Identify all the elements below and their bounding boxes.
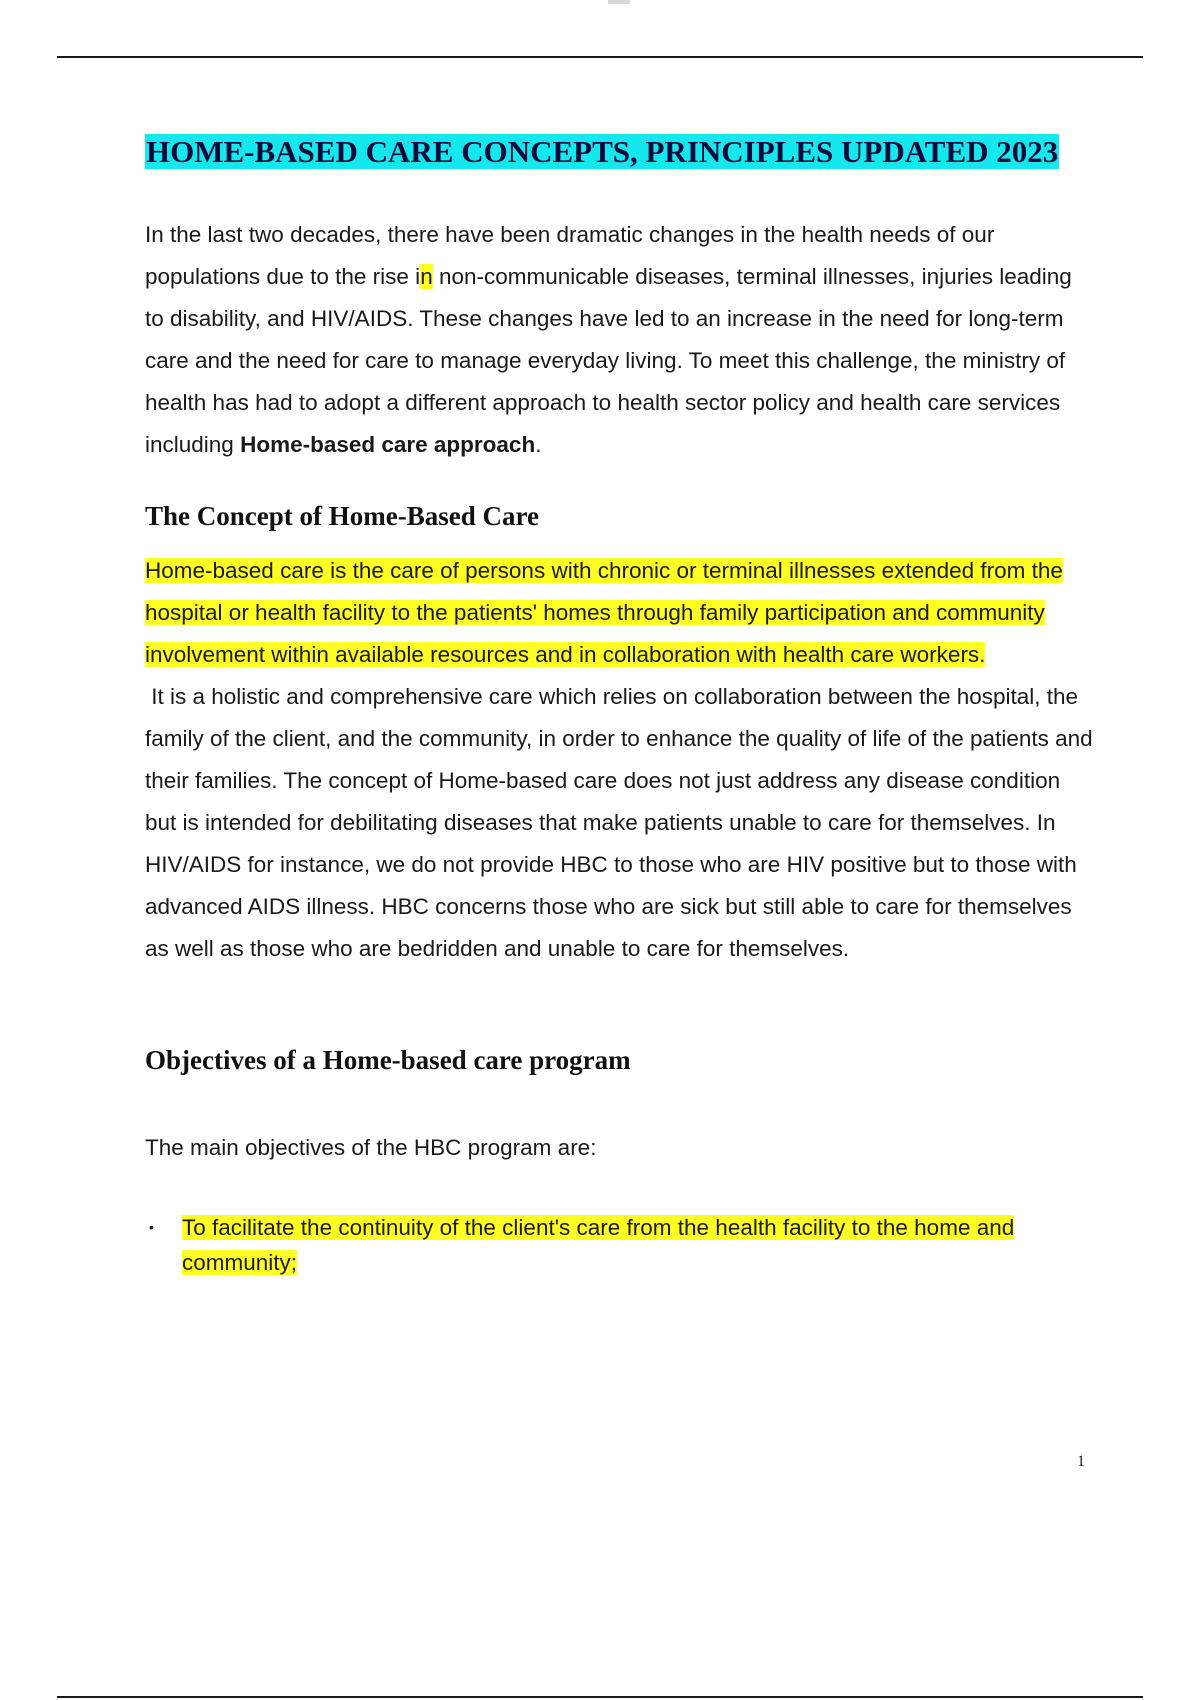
document-body: [145, 130, 1099, 1280]
description-paragraph: It is a holistic and comprehensive care which relies on collaboration between the hospital, the family of the client, and the community, in order to enhance the quality of life of the patients and their families. The concept of Home-based care does not just address any disease condition but is intended for debilitating diseases that make patients unable to care for themselves. In HIV/AIDS for instance, we do not provide HBC to those who are HIV positive but to those with advanced AIDS illness. HBC concerns those who are sick but still able to care for themselves as well as those who are bedridden and unable to care for themselves.: [145, 684, 1099, 961]
header-divider: [57, 56, 1143, 58]
bold-term: Home-based care approach: [240, 432, 536, 457]
objectives-intro: The main objectives of the HBC program are:: [145, 1135, 597, 1160]
list-item: • To facilitate the continuity of the client's care from the health facility to the home and community;: [145, 1210, 1095, 1280]
inline-highlight: n: [420, 264, 433, 289]
footer-divider: [57, 1696, 1143, 1698]
concept-heading: The Concept of Home-Based Care: [145, 501, 539, 531]
page-number: 1: [1077, 1453, 1085, 1470]
objectives-heading: Objectives of a Home-based care program: [145, 1045, 631, 1075]
definition-paragraph: Home-based care is the care of persons with chronic or terminal illnesses extended from the hospital or health facility to the patients' homes through family participation and community involvement within available resources and in collaboration with health care workers.: [145, 558, 1063, 667]
bullet-icon: •: [149, 1219, 154, 1235]
intro-paragraph: In the last two decades, there have been dramatic changes in the health needs of our populations due to the rise in non-communicable diseases, terminal illnesses, injuries leading to disability, and HIV/AIDS. These changes have led to an increase in the need for long-term care and the need for care to manage everyday living. To meet this challenge, the ministry of health has had to adopt a different approach to health sector policy and health care services including Home-based care approach.: [145, 222, 1072, 457]
objectives-list: [145, 1210, 1095, 1280]
top-page-mark: [608, 0, 630, 4]
document-title: HOME-BASED CARE CONCEPTS, PRINCIPLES UPDATED 2023: [146, 134, 1059, 169]
